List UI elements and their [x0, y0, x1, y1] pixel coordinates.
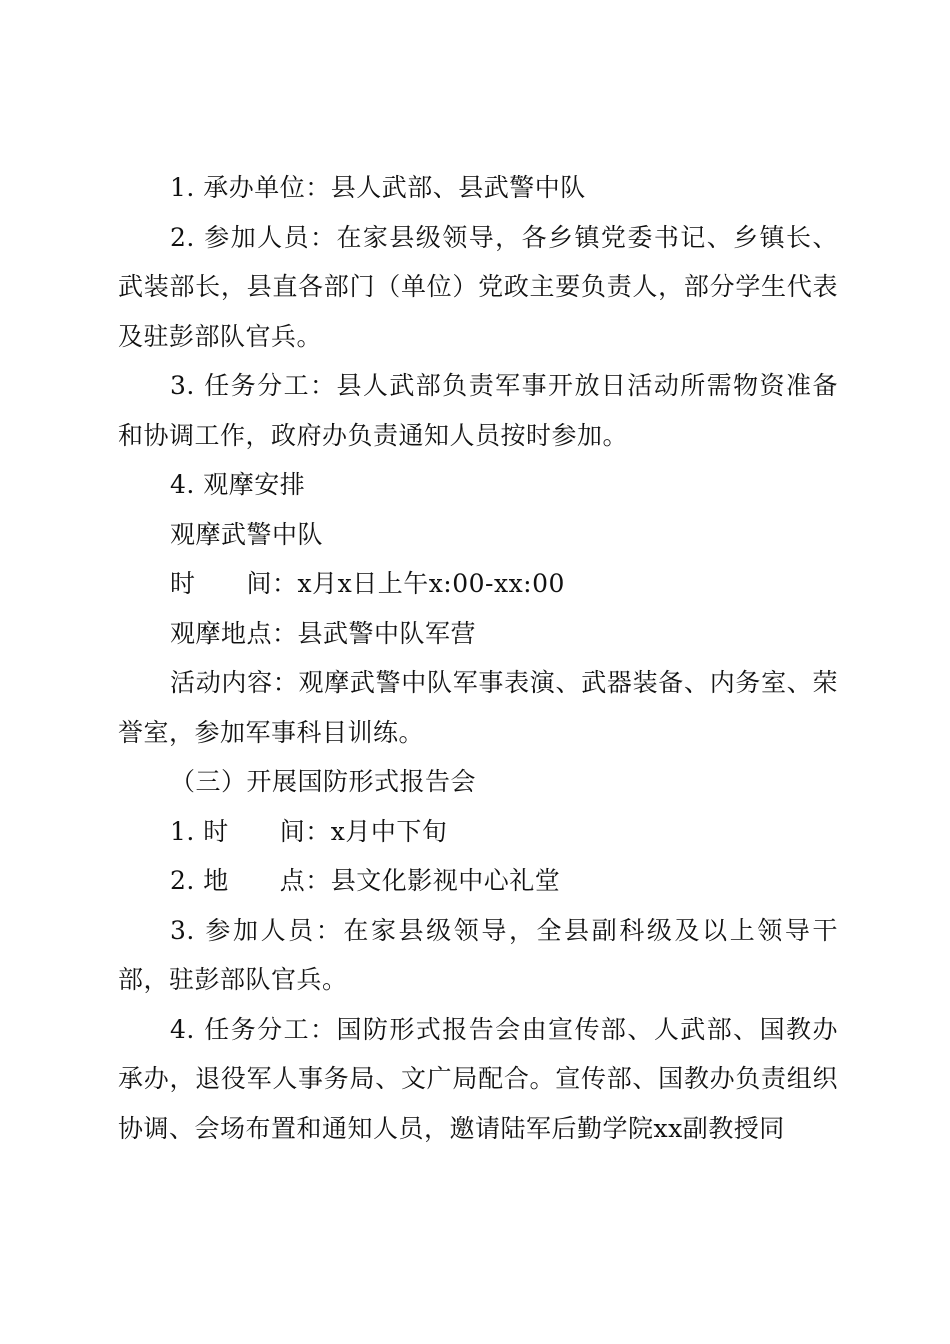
paragraph-activity-content: 活动内容：观摩武警中队军事表演、武器装备、内务室、荣誉室，参加军事科目训练。	[118, 668, 838, 747]
paragraph-report-time: 1. 时 间：x月中下旬	[170, 816, 448, 846]
paragraph-report-participants: 3. 参加人员：在家县级领导，全县副科级及以上领导干部，驻彭部队官兵。	[118, 915, 838, 994]
paragraph-report-location: 2. 地 点：县文化影视中心礼堂	[170, 866, 561, 895]
paragraph-observe-armed-police: 观摩武警中队	[170, 519, 324, 549]
paragraph-report-task-division: 4. 任务分工：国防形式报告会由宣传部、人武部、国教办承办，退役军人事务局、文广局配合。宣传部、国教办负责组织协调、会场布置和通知人员，邀请陆军后勤学院xx副教授同	[118, 1014, 838, 1143]
paragraph-host-units: 1. 承办单位：县人武部、县武警中队	[170, 173, 586, 202]
paragraph-observation-time: 时 间：x月x日上午x:00-xx:00	[170, 569, 565, 598]
paragraph-participants: 2. 参加人员：在家县级领导，各乡镇党委书记、乡镇长、武装部长，县直各部门（单位）党政主要负责人，部分学生代表及驻彭部队官兵。	[118, 222, 838, 351]
paragraph-observation-arrangement: 4. 观摩安排	[170, 470, 306, 499]
paragraph-observation-location: 观摩地点：县武警中队军营	[170, 618, 477, 648]
section-heading-defense-report: （三）开展国防形式报告会	[170, 767, 477, 796]
paragraph-task-division: 3. 任务分工：县人武部负责军事开放日活动所需物资准备和协调工作，政府办负责通知人员按时参加。	[118, 371, 838, 450]
document-body	[118, 163, 838, 1153]
